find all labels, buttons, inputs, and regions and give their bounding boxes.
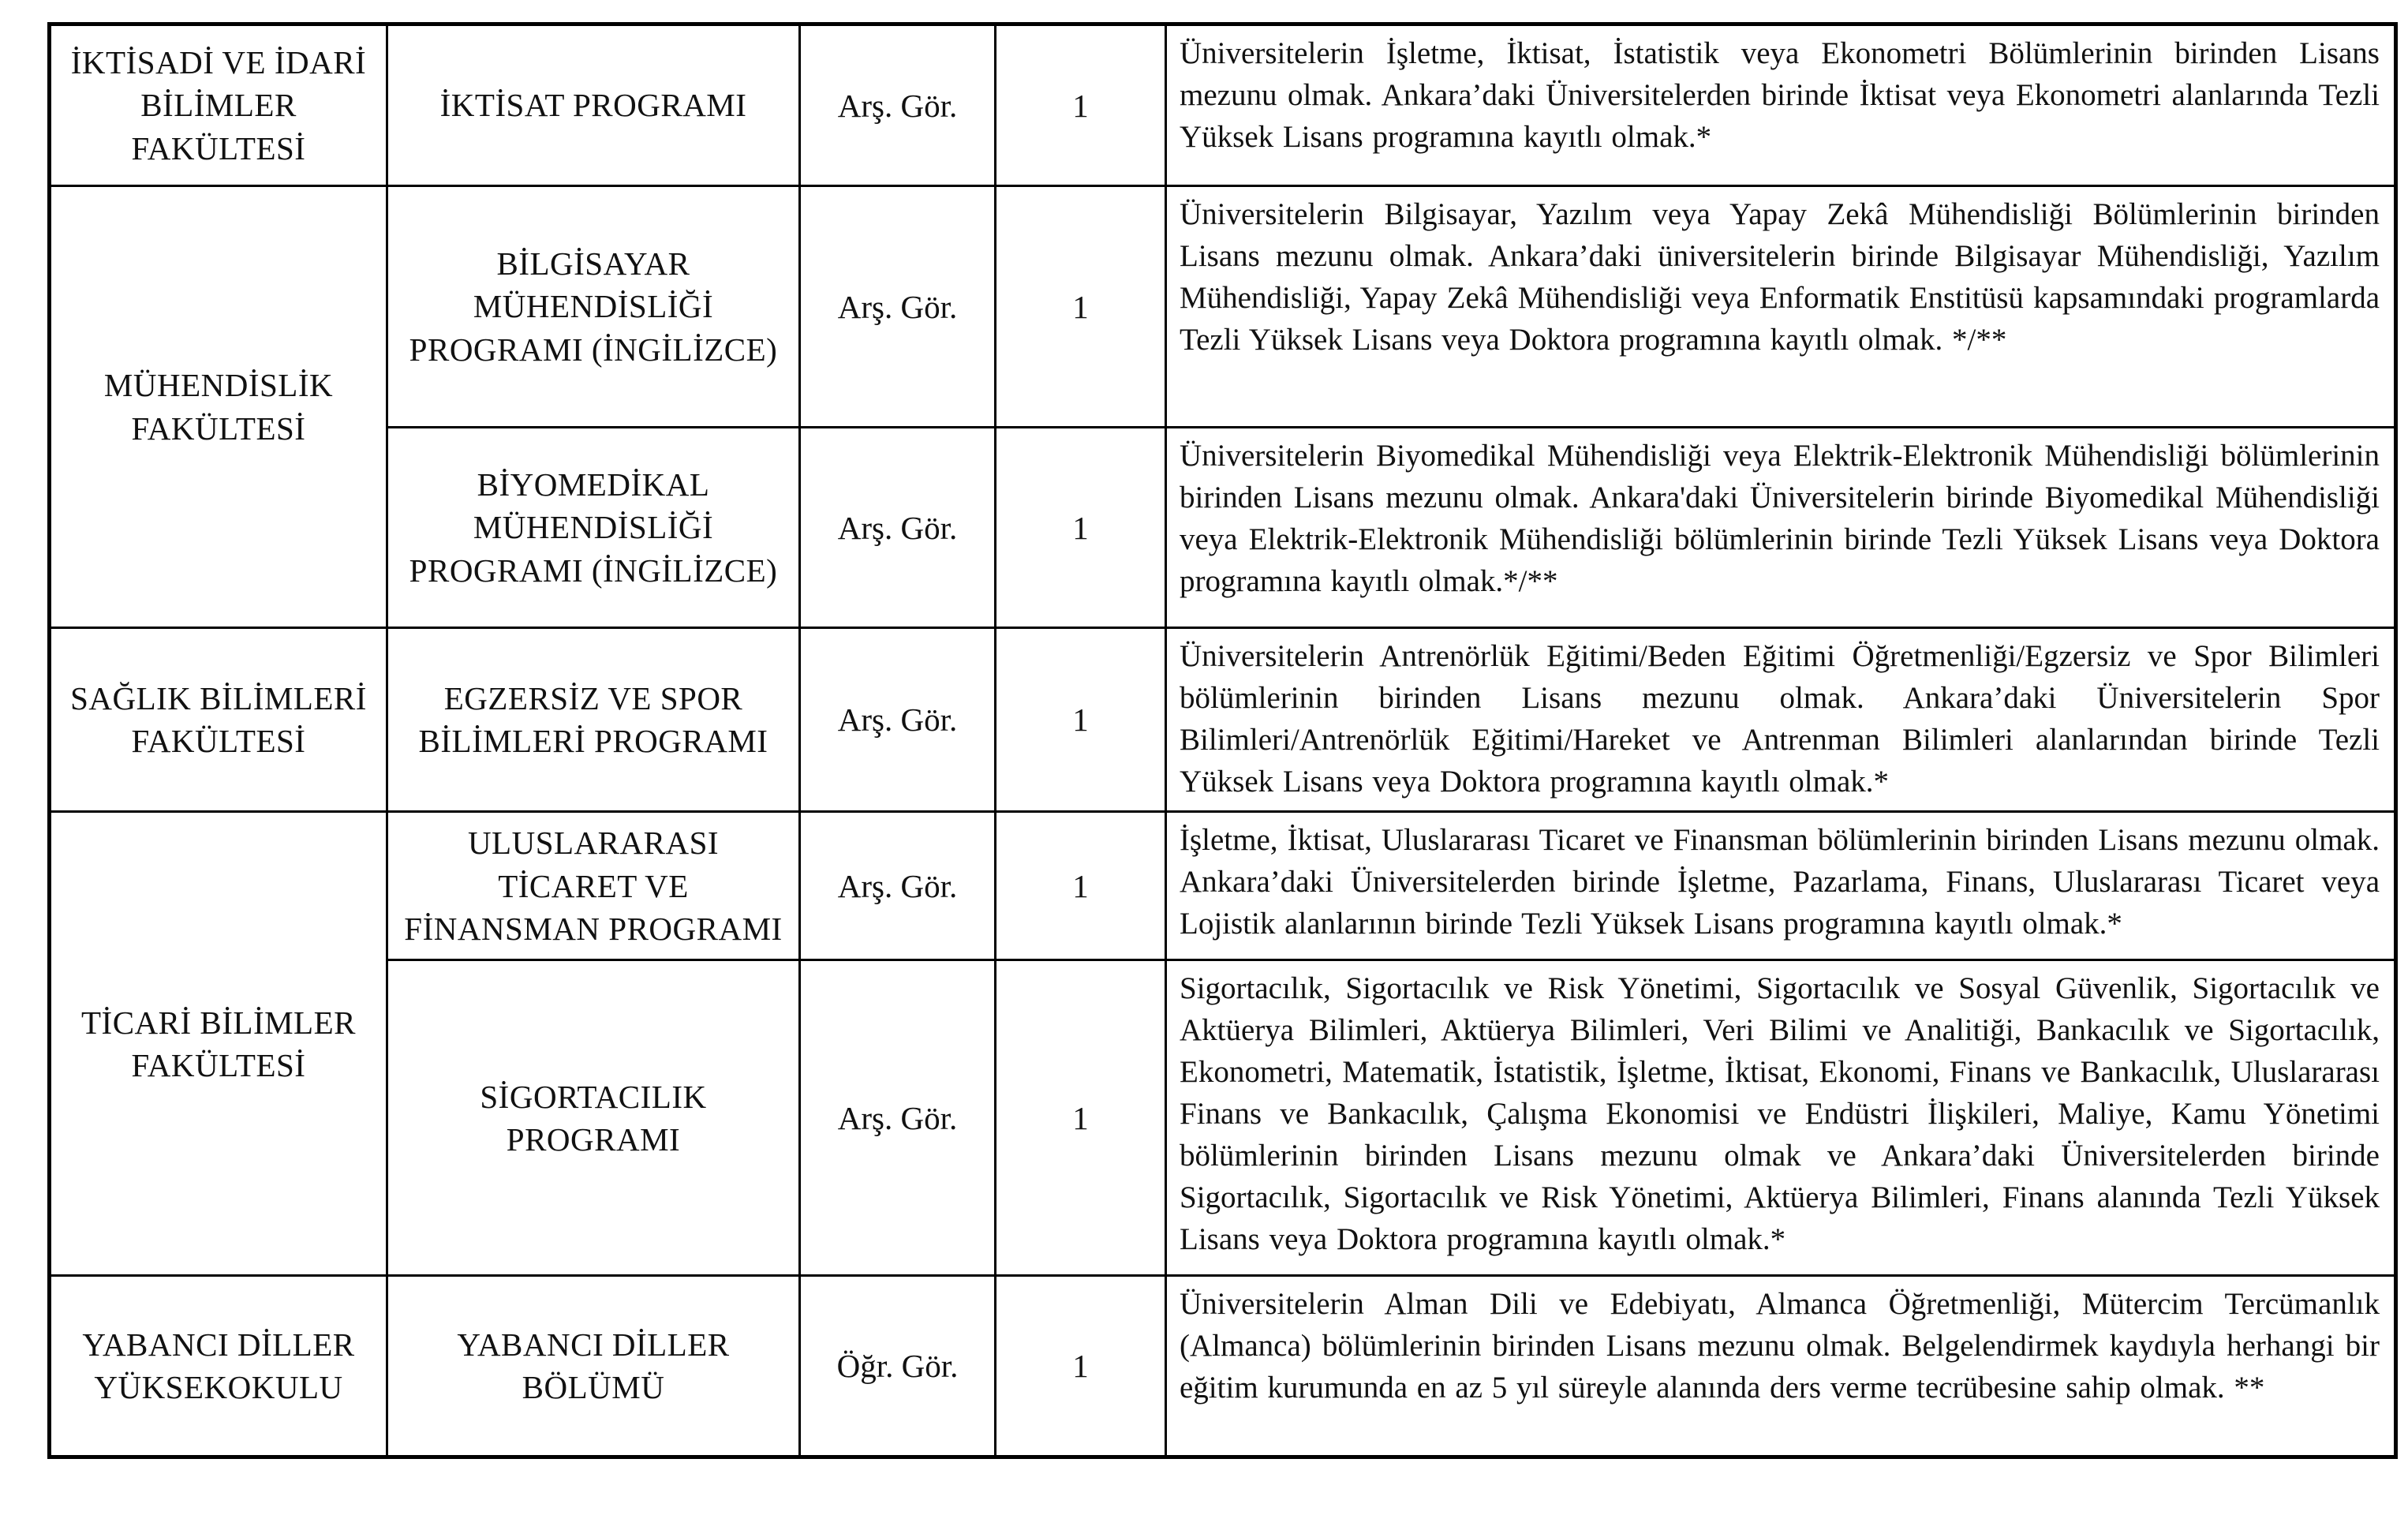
position-title-cell: Arş. Gör. (800, 428, 996, 628)
academic-positions-table (47, 22, 2398, 1459)
program-cell: ULUSLARARASI TİCARET VE FİNANSMAN PROGRAMI (387, 812, 800, 960)
position-count-cell: 1 (996, 186, 1166, 428)
position-title-cell: Arş. Gör. (800, 628, 996, 812)
table-row (50, 812, 2396, 960)
program-cell: İKTİSAT PROGRAMI (387, 24, 800, 186)
program-cell: SİGORTACILIK PROGRAMI (387, 960, 800, 1276)
position-count-cell: 1 (996, 1276, 1166, 1457)
table-row (50, 428, 2396, 628)
position-count-cell: 1 (996, 960, 1166, 1276)
position-title-cell: Arş. Gör. (800, 812, 996, 960)
table-row (50, 628, 2396, 812)
program-cell: EGZERSİZ VE SPOR BİLİMLERİ PROGRAMI (387, 628, 800, 812)
program-cell: YABANCI DİLLER BÖLÜMÜ (387, 1276, 800, 1457)
program-cell: BİYOMEDİKAL MÜHENDİSLİĞİ PROGRAMI (İNGİLİZCE) (387, 428, 800, 628)
position-count-cell: 1 (996, 428, 1166, 628)
position-title-cell: Arş. Gör. (800, 960, 996, 1276)
position-count-cell: 1 (996, 812, 1166, 960)
requirement-cell: Sigortacılık, Sigortacılık ve Risk Yönetimi, Sigortacılık ve Sosyal Güvenlik, Sigortacılık ve Aktüerya Bilimleri, Aktüerya Bilimleri, Veri Bilimi ve Analitiği, Bankacılık ve Sigortacılık, Ekonometri, Matematik, İstatistik, İşletme, İktisat, Ekonomi, Finans ve Bankacılık, Uluslararası Finans ve Bankacılık, Çalışma Ekonomisi ve Endüstri İlişkileri, Maliye, Kamu Yönetimi bölümlerinin birinden Lisans mezunu olmak ve Ankara’daki Üniversitelerden birinde Sigortacılık, Sigortacılık ve Risk Yönetimi, Aktüerya Bilimleri, Finans alanında Tezli Yüksek Lisans veya Doktora programına kayıtlı olmak.* (1166, 960, 2396, 1276)
position-count-cell: 1 (996, 628, 1166, 812)
requirement-cell: Üniversitelerin İşletme, İktisat, İstatistik veya Ekonometri Bölümlerinin birinden Lisans mezunu olmak. Ankara’daki Üniversitelerden birinde İktisat veya Ekonometri alanlarında Tezli Yüksek Lisans programına kayıtlı olmak.* (1166, 24, 2396, 186)
requirement-cell: Üniversitelerin Biyomedikal Mühendisliği veya Elektrik-Elektronik Mühendisliği bölümlerinin birinden Lisans mezunu olmak. Ankara'daki Üniversitelerin birinde Biyomedikal Mühendisliği veya Elektrik-Elektronik Mühendisliği bölümlerinin birinde Tezli Yüksek Lisans veya Doktora programına kayıtlı olmak.*/** (1166, 428, 2396, 628)
requirement-cell: Üniversitelerin Alman Dili ve Edebiyatı, Almanca Öğretmenliği, Mütercim Tercümanlık (Almanca) bölümlerinin birinden Lisans mezunu olmak. Belgelendirmek kaydıyla herhangi bir eğitim kurumunda en az 5 yıl süreyle alanında ders verme tecrübesine sahip olmak. ** (1166, 1276, 2396, 1457)
faculty-cell: İKTİSADİ VE İDARİ BİLİMLER FAKÜLTESİ (50, 24, 387, 186)
requirement-cell: İşletme, İktisat, Uluslararası Ticaret ve Finansman bölümlerinin birinden Lisans mezunu olmak. Ankara’daki Üniversitelerden birinde İşletme, Pazarlama, Finans, Uluslararası Ticaret veya Lojistik alanlarının birinde Tezli Yüksek Lisans programına kayıtlı olmak.* (1166, 812, 2396, 960)
position-title-cell: Öğr. Gör. (800, 1276, 996, 1457)
table-row (50, 960, 2396, 1276)
table-row (50, 24, 2396, 186)
faculty-cell: MÜHENDİSLİK FAKÜLTESİ (50, 186, 387, 628)
faculty-cell: TİCARİ BİLİMLER FAKÜLTESİ (50, 812, 387, 1276)
table-row (50, 186, 2396, 428)
requirement-cell: Üniversitelerin Bilgisayar, Yazılım veya Yapay Zekâ Mühendisliği Bölümlerinin birinden Lisans mezunu olmak. Ankara’daki üniversitelerin birinde Bilgisayar Mühendisliği, Yazılım Mühendisliği, Yapay Zekâ Mühendisliği veya Enformatik Enstitüsü kapsamındaki programlarda Tezli Yüksek Lisans veya Doktora programına kayıtlı olmak. */** (1166, 186, 2396, 428)
table-row (50, 1276, 2396, 1457)
position-title-cell: Arş. Gör. (800, 24, 996, 186)
position-count-cell: 1 (996, 24, 1166, 186)
faculty-cell: SAĞLIK BİLİMLERİ FAKÜLTESİ (50, 628, 387, 812)
program-cell: BİLGİSAYAR MÜHENDİSLİĞİ PROGRAMI (İNGİLİZCE) (387, 186, 800, 428)
faculty-cell: YABANCI DİLLER YÜKSEKOKULU (50, 1276, 387, 1457)
requirement-cell: Üniversitelerin Antrenörlük Eğitimi/Beden Eğitimi Öğretmenliği/Egzersiz ve Spor Bilimleri bölümlerinin birinden Lisans mezunu olmak. Ankara’daki Üniversitelerin Spor Bilimleri/Antrenörlük Eğitimi/Hareket ve Antrenman Bilimleri alanlarından birinde Tezli Yüksek Lisans veya Doktora programına kayıtlı olmak.* (1166, 628, 2396, 812)
position-title-cell: Arş. Gör. (800, 186, 996, 428)
